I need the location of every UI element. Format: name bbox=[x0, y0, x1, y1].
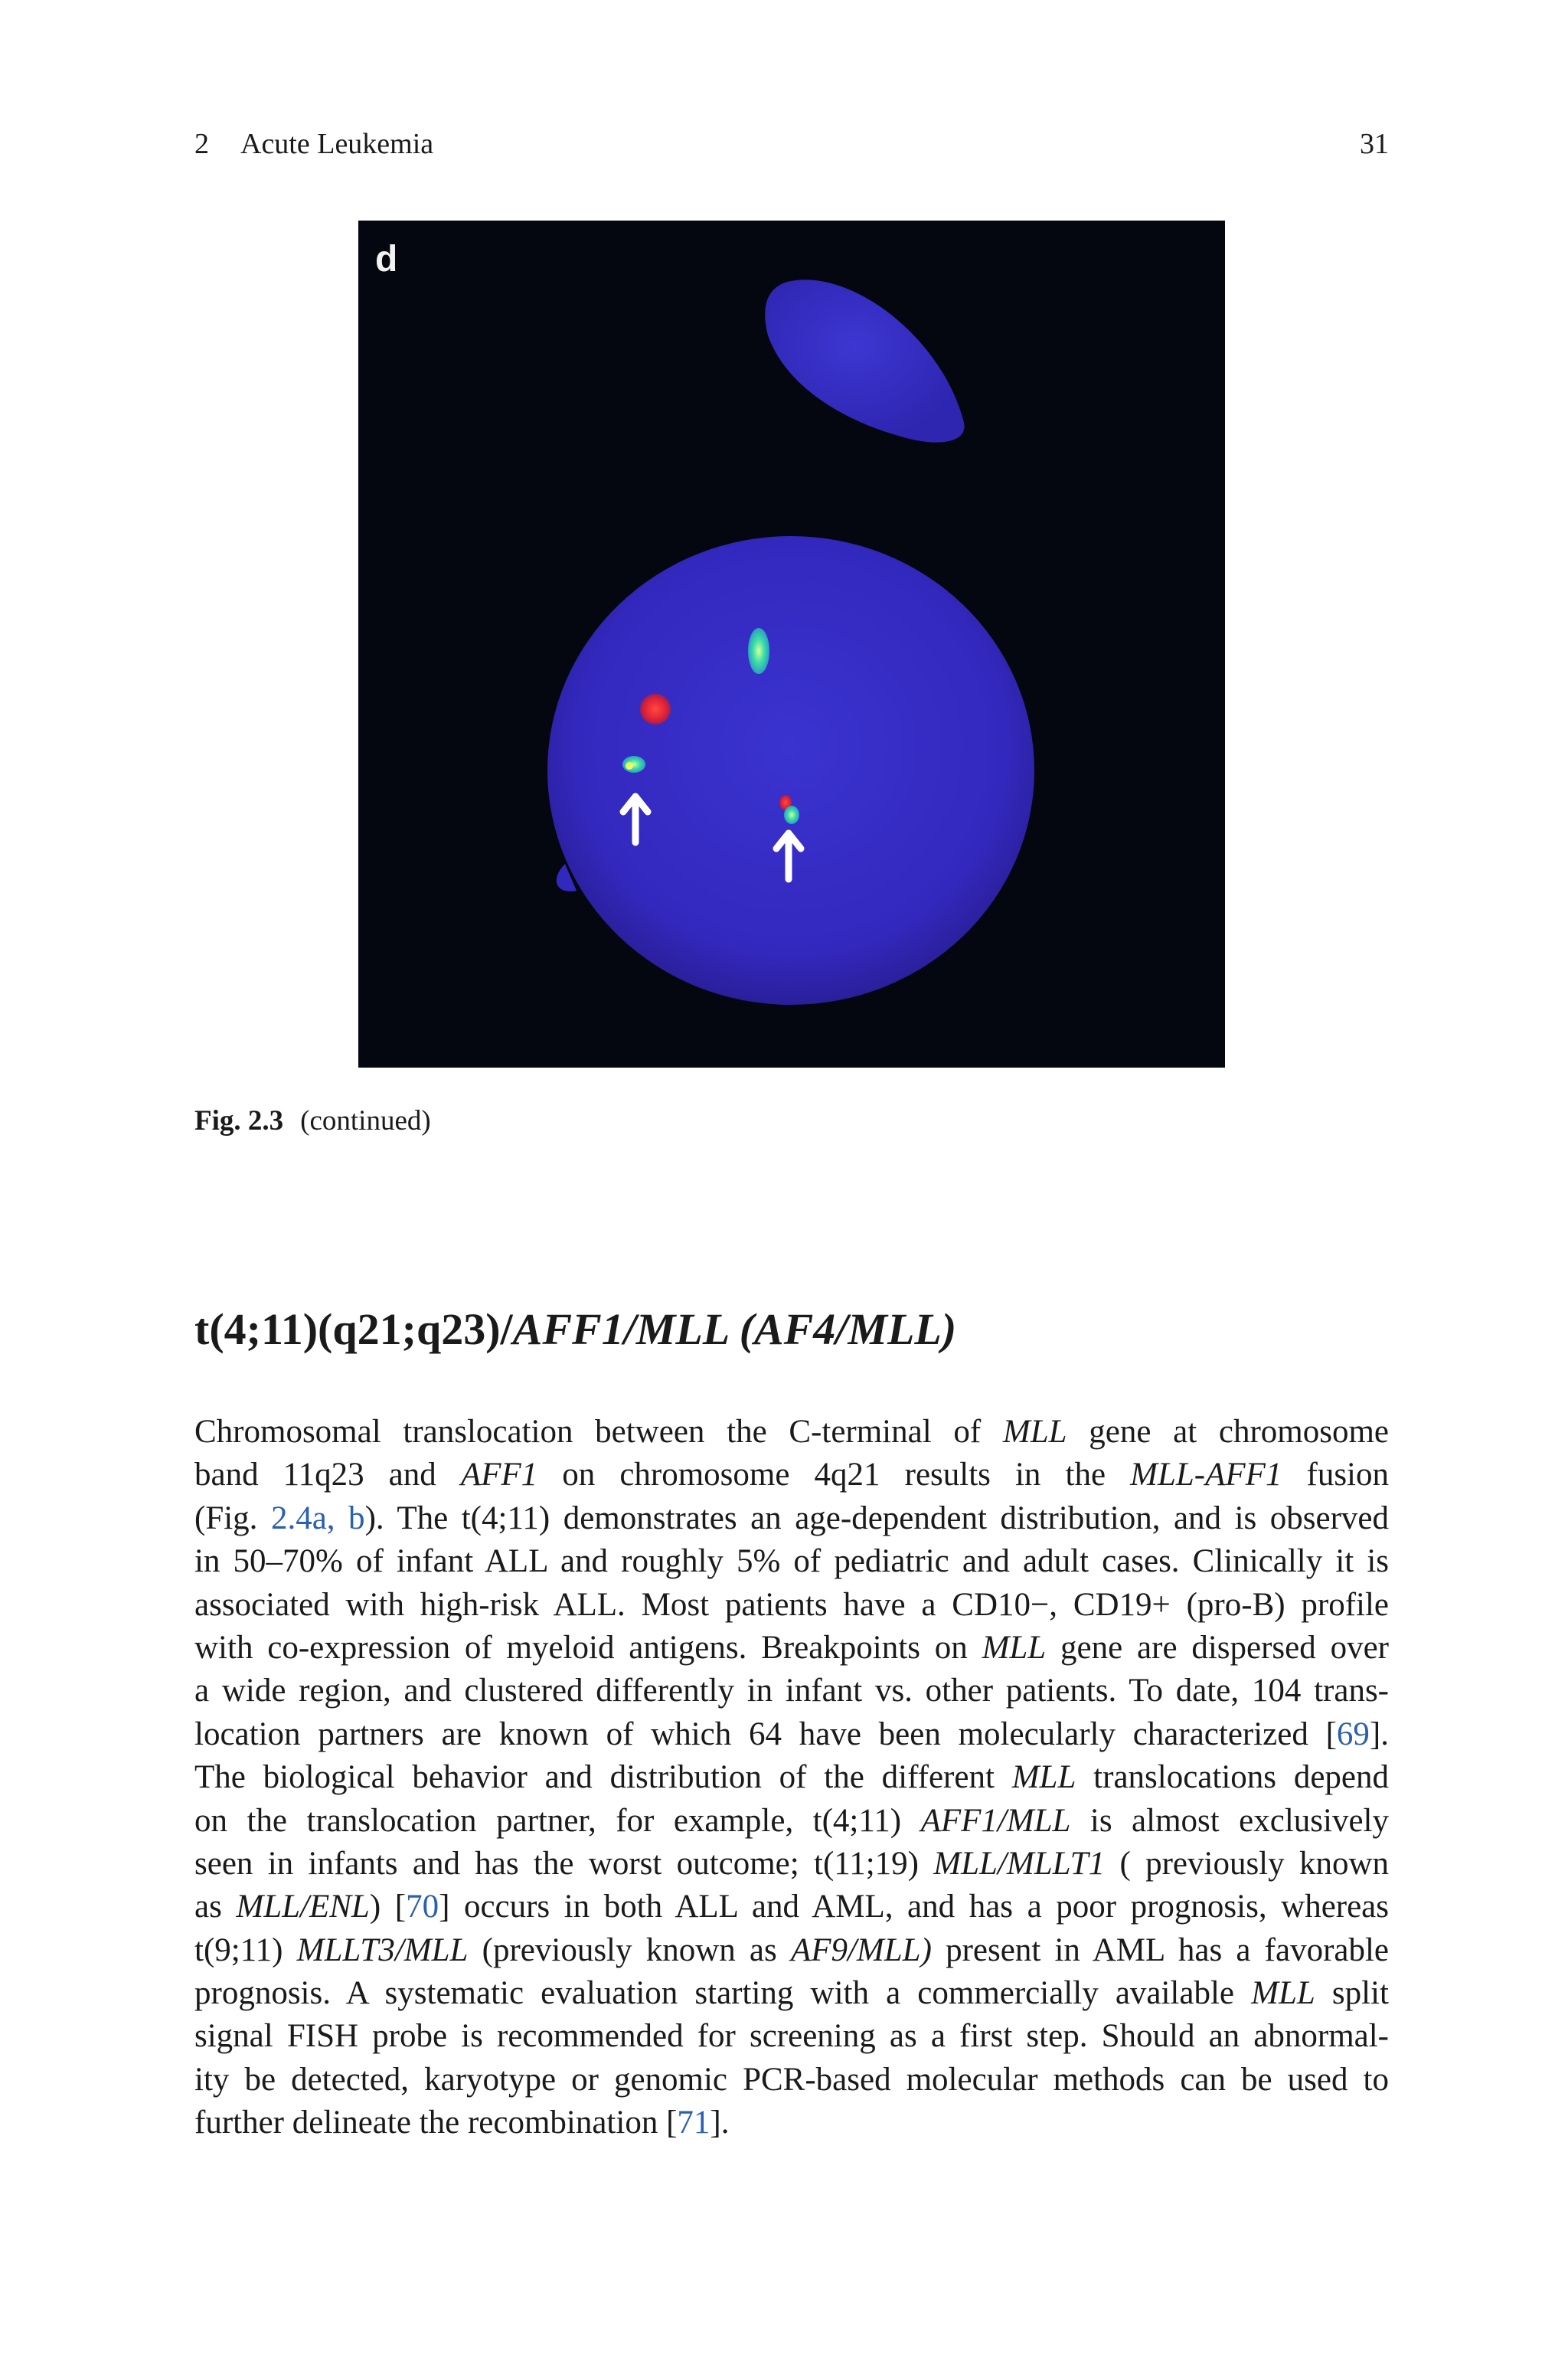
body-line: with co-expression of myeloid antigens. Breakpoints on MLL gene are dispersed over bbox=[194, 1629, 1389, 1666]
figure-caption bbox=[194, 1104, 431, 1138]
fish-micrograph bbox=[358, 221, 1225, 1068]
body-line: associated with high-risk ALL. Most patients have a CD10−, CD19+ (pro-B) profile bbox=[194, 1586, 1389, 1623]
figure-label: Fig. 2.3 bbox=[194, 1105, 284, 1137]
chapter-title: Acute Leukemia bbox=[240, 128, 434, 160]
body-line: a wide region, and clustered differently in infant vs. other patients. To date, 104 trans- bbox=[194, 1673, 1389, 1709]
body-line: t(9;11) MLLT3/MLL (previously known as AF9/MLL) present in AML has a favorable bbox=[194, 1932, 1389, 1968]
body-line: signal FISH probe is recommended for screening as a first step. Should an abnormal- bbox=[194, 2018, 1389, 2055]
body-line: (Fig. 2.4a, b). The t(4;11) demonstrates an age-dependent distribution, and is observed bbox=[194, 1500, 1389, 1536]
fish-micrograph-figure bbox=[358, 221, 1225, 1068]
body-line: further delineate the recombination [71]. bbox=[194, 2105, 730, 2141]
caption-text: (continued) bbox=[300, 1105, 431, 1137]
body-line: The biological behavior and distribution of the different MLL translocations depend bbox=[194, 1759, 1389, 1796]
section-heading-italic: AFF1/MLL (AF4/MLL) bbox=[512, 1304, 957, 1354]
body-paragraph bbox=[194, 1411, 1389, 2145]
body-line: in 50–70% of infant ALL and roughly 5% of pediatric and adult cases. Clinically it is bbox=[194, 1543, 1389, 1580]
running-header bbox=[194, 127, 1389, 161]
figure-reference-link[interactable]: 2.4a, b bbox=[270, 1500, 365, 1536]
body-line: seen in infants and has the worst outcome; t(11;19) MLL/MLLT1 ( previously known bbox=[194, 1845, 1389, 1882]
body-line: as MLL/ENL) [70] occurs in both ALL and AML, and has a poor prognosis, whereas bbox=[194, 1889, 1389, 1925]
green-signal bbox=[748, 628, 769, 674]
section-heading-plain: t(4;11)(q21;q23)/ bbox=[194, 1304, 513, 1354]
body-line: Chromosomal translocation between the C-terminal of MLL gene at chromosome bbox=[194, 1414, 1389, 1450]
body-line: on the translocation partner, for example, t(4;11) AFF1/MLL is almost exclusively bbox=[194, 1802, 1389, 1839]
body-line: prognosis. A systematic evaluation starting with a commercially available MLL split bbox=[194, 1975, 1389, 2012]
citation-link[interactable]: 70 bbox=[406, 1889, 439, 1925]
fusion-signal-right-green bbox=[784, 806, 799, 824]
red-signal bbox=[640, 694, 671, 725]
citation-link[interactable]: 69 bbox=[1336, 1716, 1370, 1752]
small-nucleus bbox=[765, 280, 964, 442]
fusion-signal-left-core bbox=[626, 762, 633, 770]
panel-label: d bbox=[375, 239, 398, 280]
page-number: 31 bbox=[1360, 128, 1389, 160]
body-line: location partners are known of which 64 have been molecularly characterized [69]. bbox=[194, 1716, 1389, 1752]
citation-link[interactable]: 71 bbox=[677, 2105, 710, 2141]
body-line: ity be detected, karyotype or genomic PCR-based molecular methods can be used to bbox=[194, 2061, 1389, 2098]
chapter-number: 2 bbox=[194, 128, 209, 160]
large-nucleus bbox=[547, 536, 1034, 1005]
section-heading bbox=[194, 1302, 956, 1357]
body-line: band 11q23 and AFF1 on chromosome 4q21 results in the MLL-AFF1 fusion bbox=[194, 1457, 1389, 1493]
